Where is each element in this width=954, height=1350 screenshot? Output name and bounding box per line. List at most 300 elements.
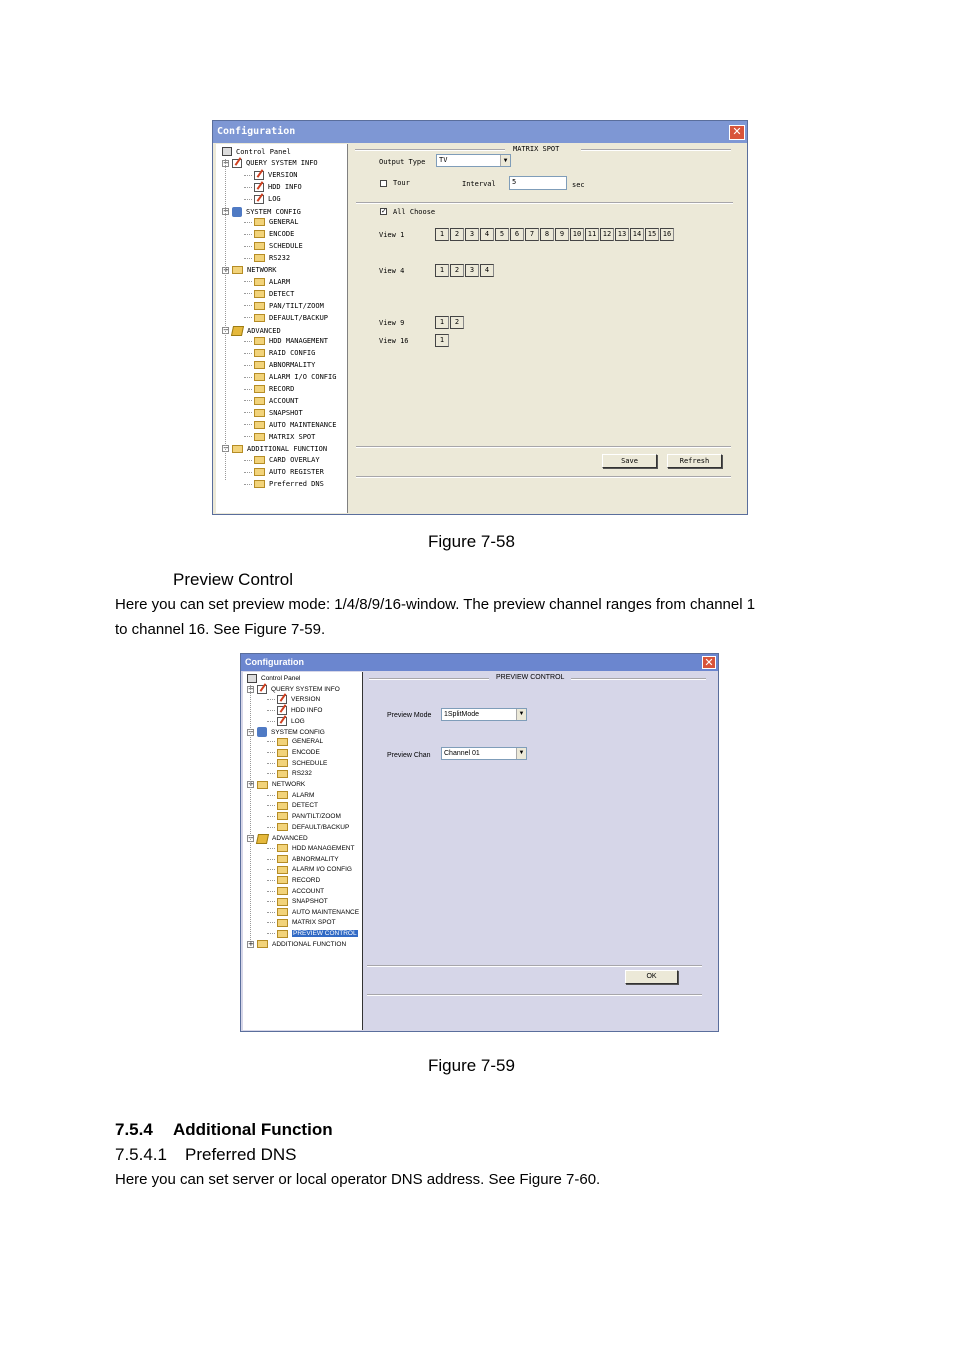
view-channel-button[interactable]: 13 (615, 228, 629, 241)
view-channel-button[interactable]: 4 (480, 228, 494, 241)
chevron-down-icon[interactable]: ▼ (500, 155, 510, 166)
interval-label: Interval (462, 180, 496, 188)
folder-icon (277, 823, 288, 831)
tree-item[interactable] (244, 278, 290, 286)
expand-icon[interactable]: + (223, 265, 229, 274)
view9-label: View 9 (379, 319, 405, 327)
folder-icon (277, 876, 288, 884)
tree-item[interactable] (244, 468, 324, 476)
tree-item[interactable] (267, 823, 349, 831)
tree-connector (267, 816, 275, 817)
tree-item[interactable] (244, 171, 298, 180)
tree-connector (244, 175, 252, 176)
doc-icon (254, 195, 264, 204)
tree-item[interactable] (267, 812, 341, 820)
window-title: Configuration (245, 657, 304, 667)
tree-connector (267, 827, 275, 828)
close-icon[interactable]: ✕ (702, 656, 716, 669)
view-channel-button[interactable]: 9 (555, 228, 569, 241)
tree-item-label: PREVIEW CONTROL (293, 930, 357, 938)
tree-item[interactable] (267, 717, 305, 726)
tree-item[interactable] (244, 385, 294, 393)
window-title: Configuration (217, 126, 296, 137)
tree-item-label: DEFAULT/BACKUP (269, 313, 329, 322)
tree-connector (244, 222, 252, 223)
tree-item-label: AUTO MAINTENANCE (292, 908, 360, 916)
view-channel-button[interactable]: 4 (480, 264, 494, 277)
advanced-icon (231, 326, 244, 336)
tree-item[interactable] (244, 373, 336, 381)
tree-item-label: Control Panel (236, 147, 291, 156)
tree-connector (267, 880, 275, 881)
divider (367, 994, 702, 996)
chevron-down-icon[interactable]: ▼ (516, 709, 526, 720)
all-choose-label: All Choose (393, 208, 436, 216)
tree-item-label: ALARM (269, 277, 291, 286)
preview-chan-value: Channel 01 (444, 750, 480, 757)
folder-icon (254, 337, 265, 345)
subsection-heading: Preferred DNS (185, 1145, 297, 1164)
view-channel-button[interactable]: 1 (435, 334, 449, 347)
tree-item-label: ADVANCED (247, 326, 281, 335)
tree-item-label: ADDITIONAL FUNCTION (272, 940, 347, 948)
folder-icon (277, 908, 288, 916)
tree-item-label: GENERAL (269, 218, 299, 227)
divider (356, 446, 731, 448)
tree-item[interactable] (222, 445, 327, 453)
folder-icon (254, 385, 265, 393)
tree-item[interactable] (267, 791, 314, 799)
tree-item[interactable] (267, 930, 358, 938)
folder-icon (254, 456, 265, 464)
tree-item-label: ALARM I/O CONFIG (292, 866, 352, 874)
tree-connector (267, 891, 275, 892)
collapse-icon[interactable]: − (248, 834, 254, 843)
tree-item[interactable] (267, 919, 336, 927)
tree-item[interactable] (267, 898, 328, 906)
doc-icon (277, 695, 287, 704)
tree-item[interactable] (244, 195, 281, 204)
tree-item-label: RECORD (269, 385, 295, 393)
paragraph-line: Here you can set server or local operator DNS address. See Figure 7-60. (115, 1171, 601, 1188)
tree-item[interactable] (244, 242, 303, 250)
tree-item-label: ENCODE (292, 749, 320, 757)
tree-item-label: PAN/TILT/ZOOM (269, 301, 324, 310)
tree-item[interactable] (267, 887, 324, 895)
tree-connector (267, 752, 275, 753)
tree-item[interactable] (267, 876, 320, 884)
tree-item-label: ABNORMALITY (292, 855, 339, 863)
tree-item[interactable] (244, 433, 315, 441)
tree-item-label: MATRIX SPOT (269, 432, 316, 441)
view1-label: View 1 (379, 231, 405, 239)
tree-item-label: VERSION (268, 171, 298, 180)
tree-connector (244, 365, 252, 366)
doc-icon (277, 706, 287, 715)
folder-icon (277, 855, 288, 863)
tree-connector (244, 281, 252, 282)
tree-item[interactable] (247, 685, 340, 694)
tree-item-label: CARD OVERLAY (269, 456, 320, 465)
folder-icon (254, 230, 265, 238)
tree-item-label: DETECT (269, 289, 295, 298)
tree-connector (244, 341, 252, 342)
tree-item-label: RS232 (292, 770, 312, 778)
tree-connector (244, 436, 252, 437)
tree-item[interactable] (247, 940, 346, 948)
refresh-button[interactable]: Refresh (667, 454, 722, 468)
tree-connector (244, 400, 252, 401)
tree-connector (244, 389, 252, 390)
view-channel-button[interactable]: 11 (585, 228, 599, 241)
expand-icon[interactable]: + (248, 780, 254, 788)
paragraph-line: to channel 16. See Figure 7-59. (115, 621, 326, 638)
tree-item[interactable] (267, 866, 352, 874)
folder-icon (254, 433, 265, 441)
tree-item[interactable] (267, 770, 312, 778)
advanced-icon (256, 834, 269, 844)
tree-connector (244, 234, 252, 235)
tree-item-label: PAN/TILT/ZOOM (292, 812, 341, 820)
tree-item-label: DETECT (292, 802, 318, 810)
tree-item-label: HDD INFO (291, 706, 323, 714)
folder-icon (277, 866, 288, 874)
tree-item[interactable] (267, 844, 354, 852)
view-channel-button[interactable]: 3 (465, 264, 479, 277)
section-divider (369, 678, 489, 680)
tree-connector (244, 258, 252, 259)
panel-icon (247, 674, 257, 683)
view-channel-button[interactable]: 16 (660, 228, 674, 241)
tree-item-label: SNAPSHOT (292, 898, 328, 906)
view16-label: View 16 (379, 337, 409, 345)
tree-item[interactable] (267, 706, 322, 715)
collapse-icon[interactable]: − (248, 727, 254, 736)
tree-item[interactable] (244, 421, 336, 429)
tree-guide-line (250, 685, 251, 941)
tree-connector (244, 460, 252, 461)
section-heading-number: 7.5.4 (115, 1120, 153, 1139)
view-channel-button[interactable]: 7 (525, 228, 539, 241)
tree-item[interactable] (267, 695, 320, 704)
view-channel-button[interactable]: 1 (435, 316, 449, 329)
tree-item[interactable] (222, 326, 281, 336)
tree-item-label: RECORD (292, 876, 321, 884)
tree-item-label: RS232 (269, 254, 291, 263)
title-bar[interactable] (213, 121, 747, 143)
view-channel-button[interactable]: 10 (570, 228, 584, 241)
tree-connector (244, 412, 252, 413)
output-type-value: TV (439, 156, 448, 164)
tree-connector (244, 484, 252, 485)
tour-label: Tour (393, 179, 410, 187)
tree-item-label: AUTO MAINTENANCE (269, 420, 337, 429)
interval-unit: sec (572, 181, 585, 189)
section-title: MATRIX SPOT (513, 145, 560, 153)
view-channel-button[interactable]: 2 (450, 264, 464, 277)
tree-item[interactable] (222, 207, 301, 217)
tree-item-label: ADVANCED (272, 835, 308, 843)
view-channel-button[interactable]: 3 (465, 228, 479, 241)
folder-icon (277, 791, 288, 799)
tree-connector (267, 859, 275, 860)
section-heading: Additional Function (173, 1120, 333, 1139)
tour-checkbox[interactable] (380, 180, 387, 187)
tree-item-label: HDD MANAGEMENT (292, 844, 355, 852)
interval-input[interactable]: 5 (509, 176, 567, 190)
tree-item-label: SCHEDULE (269, 242, 303, 251)
all-choose-checkbox[interactable]: ✓ (381, 208, 387, 215)
tree-item-label: ALARM I/O CONFIG (269, 373, 337, 382)
collapse-icon[interactable]: − (223, 444, 229, 452)
tree-item-label: Control Panel (261, 675, 301, 682)
tree-item-label: LOG (291, 717, 305, 725)
figure-caption: Figure 7-59 (428, 1056, 515, 1075)
tree-item[interactable] (222, 147, 291, 156)
divider (356, 476, 731, 478)
tree-item-label: QUERY SYSTEM INFO (271, 685, 340, 693)
folder-icon (277, 930, 288, 938)
collapse-icon[interactable]: − (223, 207, 229, 215)
view-channel-button[interactable]: 6 (510, 228, 524, 241)
navigation-tree[interactable] (243, 672, 363, 1030)
folder-icon (254, 468, 265, 476)
tree-guide-line (225, 159, 226, 480)
doc-icon (254, 171, 264, 180)
tree-item[interactable] (244, 183, 302, 192)
view-channel-button[interactable]: 2 (450, 228, 464, 241)
tree-connector (244, 377, 252, 378)
tree-item[interactable] (267, 855, 339, 863)
tree-item[interactable] (244, 218, 299, 226)
view-channel-button[interactable]: 2 (450, 316, 464, 329)
tree-item[interactable] (244, 361, 315, 369)
tree-connector (244, 187, 252, 188)
tree-connector (244, 305, 252, 306)
tree-item-label: ACCOUNT (269, 396, 299, 405)
tree-item[interactable] (222, 159, 318, 168)
tree-item-label: LOG (268, 195, 281, 204)
tree-item[interactable] (244, 397, 299, 405)
tree-connector (244, 472, 252, 473)
tree-connector (267, 795, 275, 796)
tree-connector (267, 901, 275, 902)
tree-item-label: SNAPSHOT (269, 408, 303, 417)
folder-icon (277, 844, 288, 852)
close-icon[interactable]: ✕ (729, 125, 745, 140)
view-channel-button[interactable]: 14 (630, 228, 644, 241)
folder-icon (232, 445, 243, 453)
folder-icon (277, 759, 288, 767)
tree-item-label: ACCOUNT (292, 887, 325, 895)
view-channel-button[interactable]: 1 (435, 228, 449, 241)
folder-icon (254, 254, 265, 262)
section-divider (355, 149, 505, 151)
folder-icon (277, 749, 288, 757)
tree-item[interactable] (267, 759, 327, 767)
tree-connector (267, 710, 275, 711)
tree-connector (267, 699, 275, 700)
figure-caption: Figure 7-58 (428, 532, 515, 551)
ok-button[interactable]: OK (625, 970, 678, 984)
preview-chan-label: Preview Chan (387, 752, 431, 759)
folder-icon (254, 480, 265, 488)
folder-icon (254, 397, 265, 405)
folder-icon (254, 349, 265, 357)
doc-icon (254, 183, 264, 192)
tree-connector (267, 763, 275, 764)
folder-icon (254, 361, 265, 369)
section-divider (581, 149, 731, 151)
view-channel-button[interactable]: 8 (540, 228, 554, 241)
panel-icon (222, 147, 232, 156)
output-type-select[interactable] (436, 154, 511, 167)
tree-item[interactable] (247, 727, 325, 737)
folder-icon (257, 781, 268, 789)
view-channel-button[interactable]: 1 (435, 264, 449, 277)
view4-label: View 4 (379, 267, 405, 275)
folder-icon (277, 770, 288, 778)
folder-icon (277, 738, 288, 746)
tree-item-label: ENCODE (269, 230, 295, 239)
doc-icon (277, 717, 287, 726)
tree-item-label: NETWORK (272, 781, 306, 788)
folder-icon (254, 290, 265, 298)
gear-icon (232, 207, 242, 217)
folder-icon (277, 887, 288, 895)
preview-mode-label: Preview Mode (387, 712, 432, 719)
tree-item-label: SCHEDULE (292, 759, 328, 767)
divider (356, 202, 733, 204)
folder-icon (254, 242, 265, 250)
chevron-down-icon[interactable]: ▼ (516, 748, 526, 759)
tree-connector (267, 741, 275, 742)
tree-item-label: AUTO REGISTER (269, 468, 324, 477)
tree-connector (267, 805, 275, 806)
tree-item[interactable] (244, 314, 328, 322)
tree-connector (267, 848, 275, 849)
expand-icon[interactable]: + (248, 939, 254, 948)
doc-icon (257, 685, 267, 694)
folder-icon (277, 812, 288, 820)
tree-item-label: ABNORMALITY (269, 361, 316, 370)
folder-icon (254, 373, 265, 381)
folder-icon (277, 919, 288, 927)
tree-connector (244, 246, 252, 247)
section-heading: Preview Control (173, 570, 293, 589)
tree-item-label: RAID CONFIG (269, 349, 316, 358)
tree-item-label: ADDITIONAL FUNCTION (247, 444, 328, 453)
tree-item[interactable] (267, 749, 320, 757)
folder-icon (254, 278, 265, 286)
view-channel-button[interactable]: 15 (645, 228, 659, 241)
view-channel-button[interactable]: 12 (600, 228, 614, 241)
tree-item[interactable] (244, 480, 324, 488)
tree-item-label: NETWORK (247, 266, 277, 274)
tree-item[interactable] (247, 834, 308, 844)
tree-item-label: SYSTEM CONFIG (271, 728, 325, 736)
folder-icon (277, 802, 288, 810)
navigation-tree[interactable] (216, 144, 348, 513)
tree-item[interactable] (244, 409, 303, 417)
doc-icon (232, 159, 242, 168)
view-channel-button[interactable]: 5 (495, 228, 509, 241)
tree-item[interactable] (244, 302, 324, 310)
tree-connector (267, 933, 275, 934)
preview-chan-select[interactable] (441, 747, 527, 760)
tree-item[interactable] (222, 266, 277, 274)
section-title: PREVIEW CONTROL (496, 674, 565, 681)
save-button[interactable]: Save (602, 454, 657, 468)
tree-item-label: HDD MANAGEMENT (269, 337, 329, 346)
tree-connector (244, 199, 252, 200)
folder-icon (254, 314, 265, 322)
folder-icon (254, 409, 265, 417)
tree-connector (244, 424, 252, 425)
tree-item-label: HDD INFO (268, 183, 302, 192)
gear-icon (257, 727, 267, 737)
tree-item[interactable] (247, 674, 300, 683)
tree-connector (267, 922, 275, 923)
tree-item[interactable] (244, 456, 320, 464)
tree-connector (244, 293, 252, 294)
tree-connector (267, 773, 275, 774)
preview-mode-value: 1SplitMode (444, 711, 480, 718)
tree-item[interactable] (244, 349, 315, 357)
tree-item-label: SYSTEM CONFIG (246, 207, 301, 216)
configuration-window-preview-control (240, 653, 719, 1032)
tree-item-label: MATRIX SPOT (292, 919, 336, 927)
folder-icon (257, 940, 268, 948)
tree-connector (267, 721, 275, 722)
output-type-label: Output Type (379, 158, 426, 166)
collapse-icon[interactable]: − (248, 684, 254, 693)
tree-connector (267, 912, 275, 913)
tree-item-label: ALARM (292, 791, 315, 799)
tree-item[interactable] (247, 781, 305, 789)
tree-item-label: DEFAULT/BACKUP (292, 823, 350, 831)
collapse-icon[interactable]: − (223, 158, 229, 167)
tree-item-label: GENERAL (292, 738, 324, 746)
tree-item[interactable] (267, 738, 323, 746)
configuration-window-matrix-spot (212, 120, 748, 515)
tree-item[interactable] (244, 337, 328, 345)
tree-item-label: VERSION (291, 696, 321, 704)
folder-icon (254, 421, 265, 429)
tree-item[interactable] (244, 290, 294, 298)
divider (367, 965, 702, 967)
tree-item-label: QUERY SYSTEM INFO (246, 159, 318, 168)
preview-mode-select[interactable] (441, 708, 527, 721)
tree-connector (244, 353, 252, 354)
folder-icon (277, 898, 288, 906)
title-bar[interactable] (241, 654, 718, 671)
collapse-icon[interactable]: − (223, 326, 229, 334)
tree-connector (267, 869, 275, 870)
tree-connector (244, 317, 252, 318)
paragraph-line: Here you can set preview mode: 1/4/8/9/16-window. The preview channel ranges from channel 1 (115, 596, 756, 613)
subsection-heading-number: 7.5.4.1 (115, 1145, 167, 1164)
folder-icon (254, 218, 265, 226)
tree-item[interactable] (244, 230, 294, 238)
section-divider (571, 678, 706, 680)
tree-item[interactable] (244, 254, 290, 262)
tree-item[interactable] (267, 908, 359, 916)
folder-icon (232, 266, 243, 274)
folder-icon (254, 302, 265, 310)
tree-item-label: Preferred DNS (269, 480, 324, 489)
tree-item[interactable] (267, 802, 318, 810)
